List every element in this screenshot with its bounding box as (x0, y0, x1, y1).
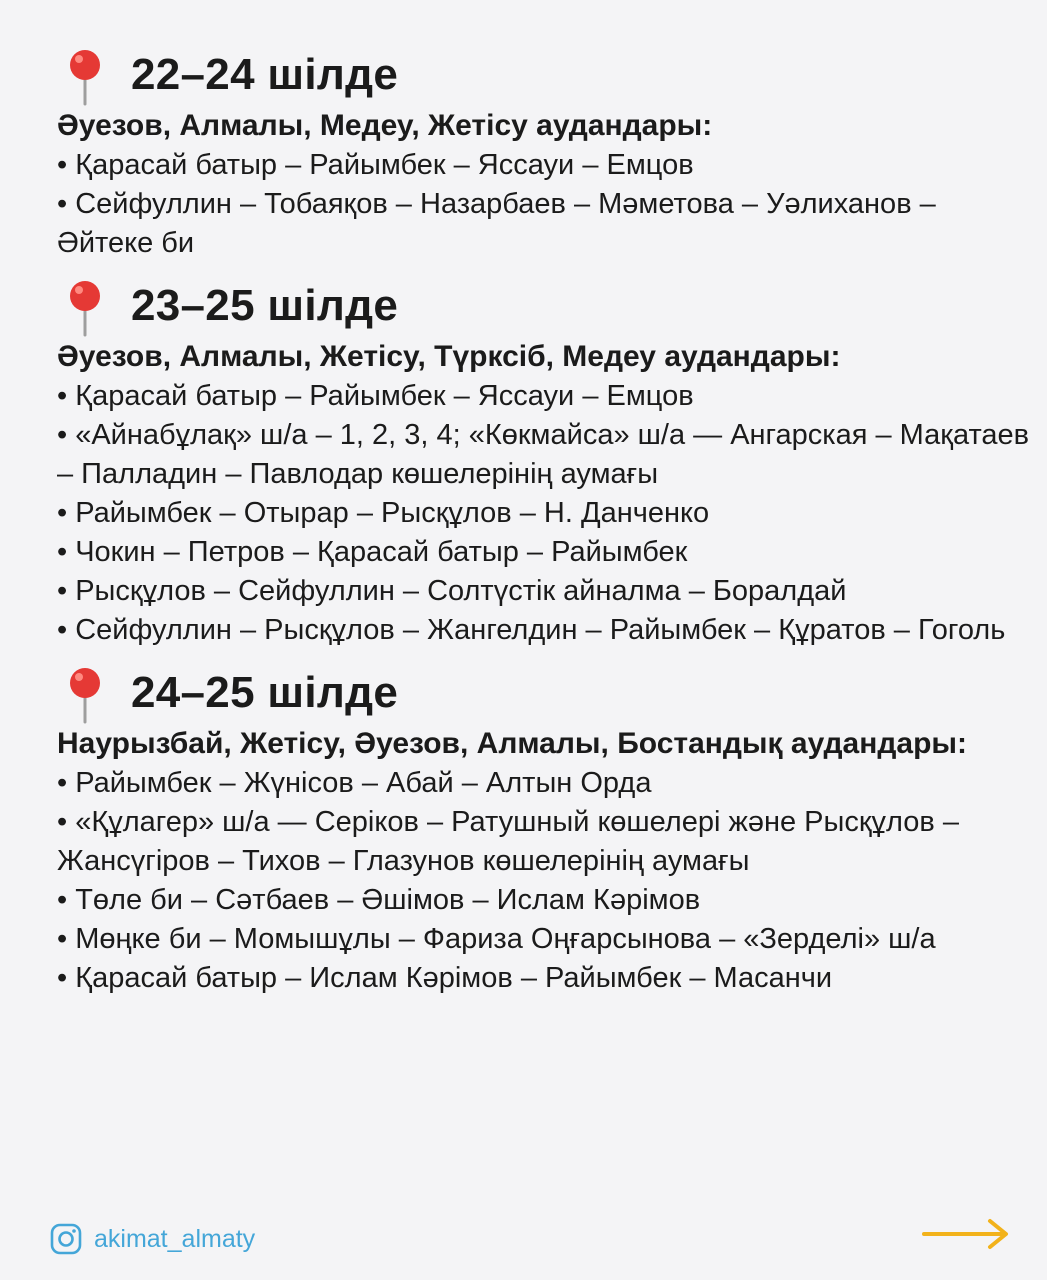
schedule-section-1 (57, 44, 1032, 263)
list-item: • Мөңке би – Момышұлы – Фариза Оңғарсынова – «Зерделі» ш/а (57, 923, 936, 955)
arrow-right-icon[interactable] (920, 1216, 1012, 1252)
section-date: 23–25 шілде (131, 281, 399, 330)
list-item: • Төле би – Сәтбаев – Әшімов – Ислам Кәрімов (57, 884, 701, 916)
footer-social-link[interactable] (50, 1223, 255, 1255)
list-item: • Чокин – Петров – Қарасай батыр – Райымбек (57, 536, 688, 568)
schedule-section-2 (57, 275, 1032, 650)
list-item: • «Құлагер» ш/а — Серіков – Ратушный көшелері және Рысқұлов – Жансүгіров – Тихов – Глазунов көшелерінің аумағы (57, 806, 960, 877)
pushpin-icon (61, 666, 109, 724)
section-districts: Әуезов, Алмалы, Медеу, Жетісу аудандары: (57, 109, 713, 142)
list-item: • Қарасай батыр – Ислам Кәрімов – Райымбек – Масанчи (57, 962, 833, 994)
section-districts: Наурызбай, Жетісу, Әуезов, Алмалы, Бостандық аудандары: (57, 727, 968, 760)
schedule-section-3 (57, 662, 1032, 998)
instagram-icon (50, 1223, 82, 1255)
section-heading (57, 662, 1032, 724)
section-heading (57, 275, 1032, 337)
list-item: • Райымбек – Жүнісов – Абай – Алтын Орда (57, 767, 652, 799)
list-item: • Сейфуллин – Рысқұлов – Жангелдин – Райымбек – Құратов – Гоголь (57, 614, 1006, 646)
section-date: 24–25 шілде (131, 668, 399, 717)
section-date: 22–24 шілде (131, 50, 399, 99)
instagram-handle: akimat_almaty (94, 1224, 256, 1253)
section-heading (57, 44, 1032, 106)
list-item: • Рысқұлов – Сейфуллин – Солтүстік айналма – Боралдай (57, 575, 847, 607)
pushpin-icon (61, 48, 109, 106)
list-item: • Қарасай батыр – Райымбек – Яссауи – Емцов (57, 149, 694, 181)
section-districts: Әуезов, Алмалы, Жетісу, Түрксіб, Медеу аудандары: (57, 340, 841, 373)
pushpin-icon (61, 279, 109, 337)
list-item: • Қарасай батыр – Райымбек – Яссауи – Емцов (57, 380, 694, 412)
list-item: • «Айнабұлақ» ш/а – 1, 2, 3, 4; «Көкмайса» ш/а — Ангарская – Мақатаев – Палладин – Павлодар көшелерінің аумағы (57, 419, 1030, 490)
schedule-content (57, 44, 1032, 1010)
list-item: • Сейфуллин – Тобаяқов – Назарбаев – Мәметова – Уәлиханов – Әйтеке би (57, 188, 936, 259)
list-item: • Райымбек – Отырар – Рысқұлов – Н. Данченко (57, 497, 710, 529)
